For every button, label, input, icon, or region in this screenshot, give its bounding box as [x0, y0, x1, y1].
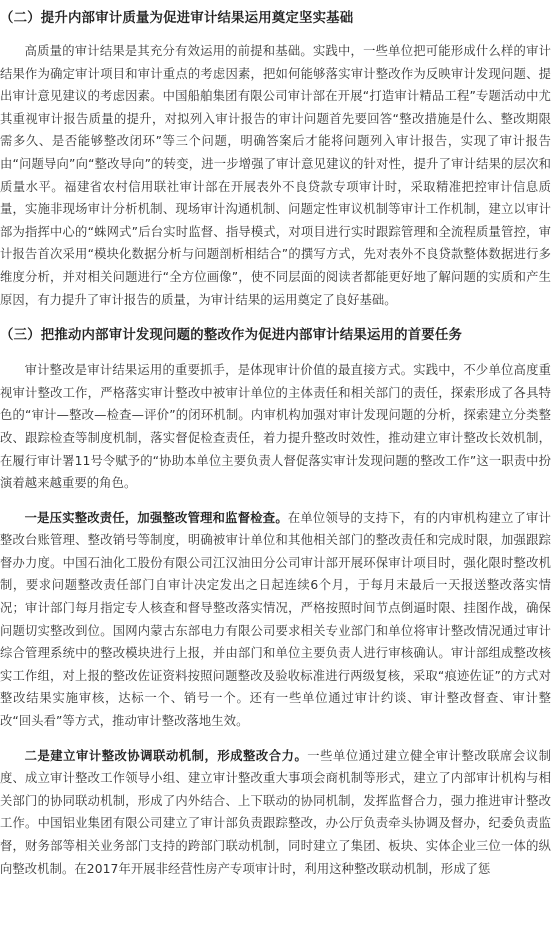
point-2-lead: 二是建立审计整改协调联动机制，形成整改合力。: [24, 748, 308, 763]
point-2-paragraph: [0, 745, 551, 881]
point-2-body: 一些单位通过建立健全审计整改联席会议制度、成立审计整改工作领导小组、建立审计整改重大事项会商机制等形式，建立了内部审计机构与相关部门的协同联动机制，形成了内外结合、上下联动的协同机制，发挥监督合力，强力推进审计整改工作。中国铝业集团有限公司建立了审计部负责跟踪整改，办公厅负责牵头协调及督办，纪委负责监督，财务部等相关业务部门支持的跨部门联动机制，同时建立了集团、板块、实体企业三位一体的纵向整改机制。在2017年开展非经营性房产专项审计时，利用这种整改联动机制，形成了惩: [0, 748, 551, 876]
point-1-lead: 一是压实整改责任，加强整改管理和监督检查。: [24, 510, 288, 525]
section-2-paragraph: 高质量的审计结果是其充分有效运用的前提和基础。实践中，一些单位把可能形成什么样的审计结果作为确定审计项目和审计重点的考虑因素，把如何能够落实审计整改作为反映审计发现问题、提出审计意见建议的考虑因素。中国船舶集团有限公司审计部在开展“打造审计精品工程”专题活动中尤其重视审计报告质量的提升，对拟列入审计报告的审计问题首先要回答“整改措施是什么、整改期限需多久、是否能够整改闭环”等三个问题，明确答案后才能将问题列入审计报告，实现了审计报告由“问题导向”向“整改导向”的转变，进一步增强了审计意见建议的针对性，提升了审计结果的层次和质量水平。福建省农村信用联社审计部在开展表外不良贷款专项审计时，采取精准把控审计信息质量，实施非现场审计分析机制、现场审计沟通机制、问题定性审议机制等审计工作机制，建立以审计部为指挥中心的“蛛网式”后台实时监督、指导模式，对项目进行实时跟踪管理和全流程质量管控，审计报告首次采用“模块化数据分析与问题剖析相结合”的撰写方式，先对表外不良贷款整体数据进行多维度分析，并对相关问题进行“全方位画像”，使不同层面的阅读者都能更好地了解问题的实质和产生原因，有力提升了审计报告的质量，为审计结果的运用奠定了良好基础。: [0, 44, 551, 307]
section-heading-2: （二）提升内部审计质量为促进审计结果运用奠定坚实基础: [0, 11, 354, 26]
section-3-paragraph: 审计整改是审计结果运用的重要抓手，是体现审计价值的最直接方式。实践中，不少单位高度重视审计整改工作，严格落实审计整改中被审计单位的主体责任和相关部门的责任，探索形成了各具特色的“审计—整改—检查—评价”的闭环机制。内审机构加强对审计发现问题的分析，探索建立分类整改、跟踪检查等制度机制，落实督促检查责任，着力提升整改时效性，推动建立审计整改长效机制，在履行审计署11号令赋予的“协助本单位主要负责人督促落实审计发现问题的整改工作”这一职责中扮演着越来越重要的角色。: [0, 363, 551, 491]
point-1-body: 在单位领导的支持下，有的内审机构建立了审计整改台账管理、整改销号等制度，明确被审计单位和其他相关部门的整改责任和完成时限，加强跟踪督办力度。中国石油化工股份有限公司江汉油田分公司审计部开展环保审计项目时，强化限时整改机制，要求问题整改责任部门自审计决定发出之日起连续6个月，于每月末最后一天报送整改落实情况；审计部门每月指定专人核查和督导整改落实情况，严格按照时间节点倒逼时限、挂图作战，确保问题切实整改到位。国网内蒙古东部电力有限公司要求相关专业部门和单位将审计整改情况通过审计综合管理系统中的整改模块进行上报，并由部门和单位主要负责人进行审核确认。审计部组成整改核实工作组，对上报的整改佐证资料按照问题整改及验收标准进行两级复核，采取“痕迹佐证”的方式对整改结果实施审核，达标一个、销号一个。还有一些单位通过审计约谈、审计整改督查、审计整改“回头看”等方式，推动审计整改落地生效。: [0, 510, 551, 729]
section-heading-3: （三）把推动内部审计发现问题的整改作为促进内部审计结果运用的首要任务: [0, 328, 463, 344]
point-1-paragraph: [0, 507, 551, 733]
